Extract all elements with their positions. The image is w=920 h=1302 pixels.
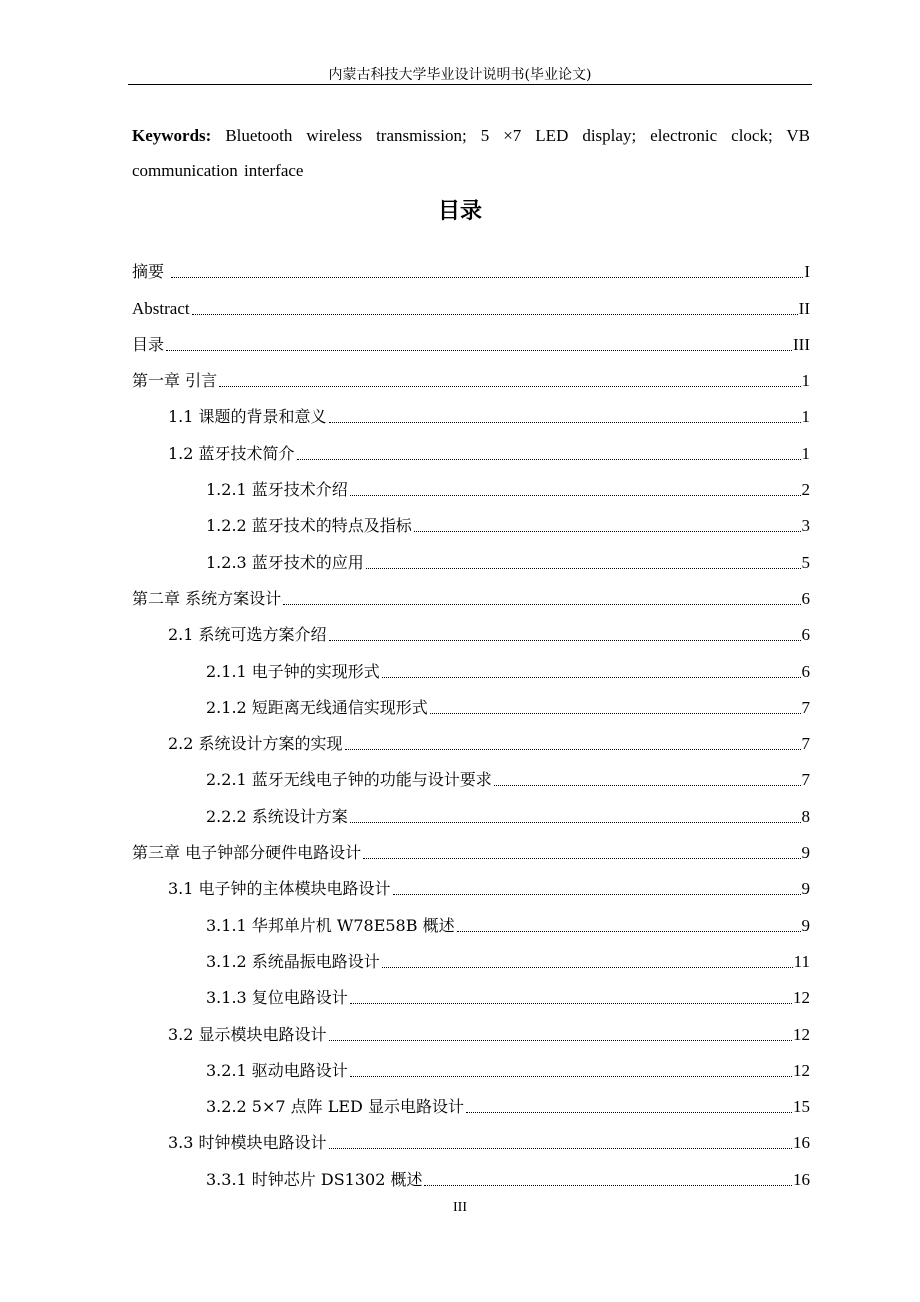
toc-entry-page: 2 bbox=[801, 480, 810, 500]
toc-entry[interactable] bbox=[132, 542, 810, 578]
toc-entry-title: 目录 bbox=[132, 334, 165, 354]
toc-entry[interactable] bbox=[132, 288, 810, 324]
toc-dot-leader bbox=[329, 1148, 792, 1149]
toc-entry-page: 11 bbox=[793, 951, 810, 971]
toc-dot-leader bbox=[345, 749, 801, 750]
toc-entry-title: 1.2.3 蓝牙技术的应用 bbox=[206, 552, 364, 572]
toc-dot-leader bbox=[366, 568, 801, 569]
toc-entry-title: 3.1 电子钟的主体模块电路设计 bbox=[168, 879, 391, 899]
toc-entry-page: 12 bbox=[793, 988, 810, 1008]
toc-entry-title: 第三章 电子钟部分硬件电路设计 bbox=[132, 843, 362, 863]
toc-entry-page: 16 bbox=[793, 1169, 810, 1189]
toc-dot-leader bbox=[424, 1185, 792, 1186]
toc-entry-title: 3.1.1 华邦单片机 W78E58B 概述 bbox=[206, 915, 455, 935]
toc-entry[interactable] bbox=[132, 325, 810, 361]
toc-entry[interactable] bbox=[132, 760, 810, 796]
toc-dot-leader bbox=[350, 822, 801, 823]
toc-entry[interactable] bbox=[132, 252, 810, 288]
toc-dot-leader bbox=[283, 604, 800, 605]
toc-dot-leader bbox=[166, 350, 792, 351]
toc-dot-leader bbox=[350, 1003, 792, 1004]
toc-entry-title: 摘要 bbox=[132, 262, 170, 282]
toc-entry-title: 2.2 系统设计方案的实现 bbox=[168, 734, 343, 754]
toc-entry-page: I bbox=[804, 262, 810, 282]
toc-entry[interactable] bbox=[132, 361, 810, 397]
toc-title: 目录 bbox=[437, 199, 482, 224]
toc-entry-page: 12 bbox=[793, 1060, 810, 1080]
toc-dot-leader bbox=[329, 422, 801, 423]
toc-entry-page: 12 bbox=[793, 1024, 810, 1044]
toc-entry-page: 7 bbox=[801, 770, 810, 790]
toc-entry-page: 5 bbox=[801, 552, 810, 572]
toc-dot-leader bbox=[329, 640, 801, 641]
toc-entry-title: 2.1.1 电子钟的实现形式 bbox=[206, 661, 380, 681]
toc-entry[interactable] bbox=[132, 651, 810, 687]
toc-entry-page: 7 bbox=[801, 697, 810, 717]
toc-entry[interactable] bbox=[132, 1087, 810, 1123]
toc-entry-title: 2.1 系统可选方案介绍 bbox=[168, 625, 327, 645]
toc-entry[interactable] bbox=[132, 905, 810, 941]
toc-entry-title: 1.2.2 蓝牙技术的特点及指标 bbox=[206, 516, 412, 536]
toc-entry[interactable] bbox=[132, 470, 810, 506]
header-rule bbox=[128, 84, 812, 85]
toc-entry-title: 第二章 系统方案设计 bbox=[132, 588, 282, 608]
toc-entry-page: III bbox=[793, 334, 810, 354]
toc-entry-page: 16 bbox=[793, 1133, 810, 1153]
toc-entry-title: 1.2 蓝牙技术简介 bbox=[168, 443, 295, 463]
keywords-paragraph bbox=[132, 118, 810, 188]
toc-entry-page: 1 bbox=[801, 371, 810, 391]
toc-dot-leader bbox=[393, 894, 801, 895]
toc-entry-page: 3 bbox=[801, 516, 810, 536]
toc-dot-leader bbox=[297, 459, 801, 460]
toc-entry-page: 6 bbox=[801, 661, 810, 681]
toc-entry-page: 8 bbox=[801, 806, 810, 826]
toc-entry-page: 6 bbox=[801, 588, 810, 608]
toc-entry-title: 3.1.2 系统晶振电路设计 bbox=[206, 951, 380, 971]
toc-entry-page: 9 bbox=[801, 915, 810, 935]
toc-entry-title: 3.3.1 时钟芯片 DS1302 概述 bbox=[206, 1169, 423, 1189]
toc-dot-leader bbox=[430, 713, 801, 714]
toc-dot-leader bbox=[414, 531, 801, 532]
toc-entry[interactable] bbox=[132, 1123, 810, 1159]
toc-entry-title: 1.2.1 蓝牙技术介绍 bbox=[206, 480, 348, 500]
toc-entry-page: 15 bbox=[793, 1097, 810, 1117]
toc-entry[interactable] bbox=[132, 833, 810, 869]
toc-entry-title: 3.2.2 5×7 点阵 LED 显示电路设计 bbox=[206, 1097, 464, 1117]
toc-entry[interactable] bbox=[132, 506, 810, 542]
toc-entry-title: 2.2.1 蓝牙无线电子钟的功能与设计要求 bbox=[206, 770, 492, 790]
toc-entry[interactable] bbox=[132, 1159, 810, 1195]
toc-dot-leader bbox=[329, 1040, 792, 1041]
toc-entry-title: 3.3 时钟模块电路设计 bbox=[168, 1133, 327, 1153]
toc-entry[interactable] bbox=[132, 942, 810, 978]
toc-entry-title: 1.1 课题的背景和意义 bbox=[168, 407, 327, 427]
toc-dot-leader bbox=[466, 1112, 792, 1113]
keywords-text: Bluetooth wireless transmission; 5 ×7 LED display; electronic clock; VB communication interface bbox=[132, 126, 810, 180]
toc-entry[interactable] bbox=[132, 688, 810, 724]
toc-dot-leader bbox=[350, 1076, 792, 1077]
keywords-label: Keywords: bbox=[132, 126, 212, 145]
toc-entry-title: Abstract bbox=[132, 298, 190, 318]
toc-entry-title: 3.2.1 驱动电路设计 bbox=[206, 1060, 348, 1080]
toc-entry-page: 6 bbox=[801, 625, 810, 645]
toc-entry-page: II bbox=[798, 298, 810, 318]
toc-entry-title: 2.2.2 系统设计方案 bbox=[206, 806, 348, 826]
toc-entry[interactable] bbox=[132, 579, 810, 615]
toc-dot-leader bbox=[171, 277, 803, 278]
toc-dot-leader bbox=[457, 931, 801, 932]
toc-entry-title: 第一章 引言 bbox=[132, 371, 218, 391]
toc-entry-page: 9 bbox=[801, 879, 810, 899]
toc-entry-title: 3.2 显示模块电路设计 bbox=[168, 1024, 327, 1044]
toc-entry[interactable] bbox=[132, 397, 810, 433]
toc-entry[interactable] bbox=[132, 978, 810, 1014]
toc-entry[interactable] bbox=[132, 1051, 810, 1087]
toc-entry[interactable] bbox=[132, 796, 810, 832]
toc-entry-page: 9 bbox=[801, 843, 810, 863]
toc-entry-page: 7 bbox=[801, 734, 810, 754]
toc-dot-leader bbox=[382, 677, 801, 678]
page-number: III bbox=[453, 1200, 467, 1215]
toc-entry[interactable] bbox=[132, 869, 810, 905]
toc-dot-leader bbox=[494, 785, 801, 786]
toc-entry[interactable] bbox=[132, 615, 810, 651]
table-of-contents bbox=[132, 252, 810, 1196]
toc-dot-leader bbox=[192, 314, 798, 315]
toc-entry-page: 1 bbox=[801, 443, 810, 463]
toc-entry[interactable] bbox=[132, 724, 810, 760]
toc-dot-leader bbox=[363, 858, 800, 859]
toc-dot-leader bbox=[350, 495, 801, 496]
toc-dot-leader bbox=[219, 386, 800, 387]
toc-entry[interactable] bbox=[132, 1014, 810, 1050]
toc-entry-title: 3.1.3 复位电路设计 bbox=[206, 988, 348, 1008]
toc-entry[interactable] bbox=[132, 433, 810, 469]
toc-entry-title: 2.1.2 短距离无线通信实现形式 bbox=[206, 697, 428, 717]
toc-entry-page: 1 bbox=[801, 407, 810, 427]
toc-dot-leader bbox=[382, 967, 793, 968]
page-header: 内蒙古科技大学毕业设计说明书(毕业论文) bbox=[328, 67, 592, 83]
